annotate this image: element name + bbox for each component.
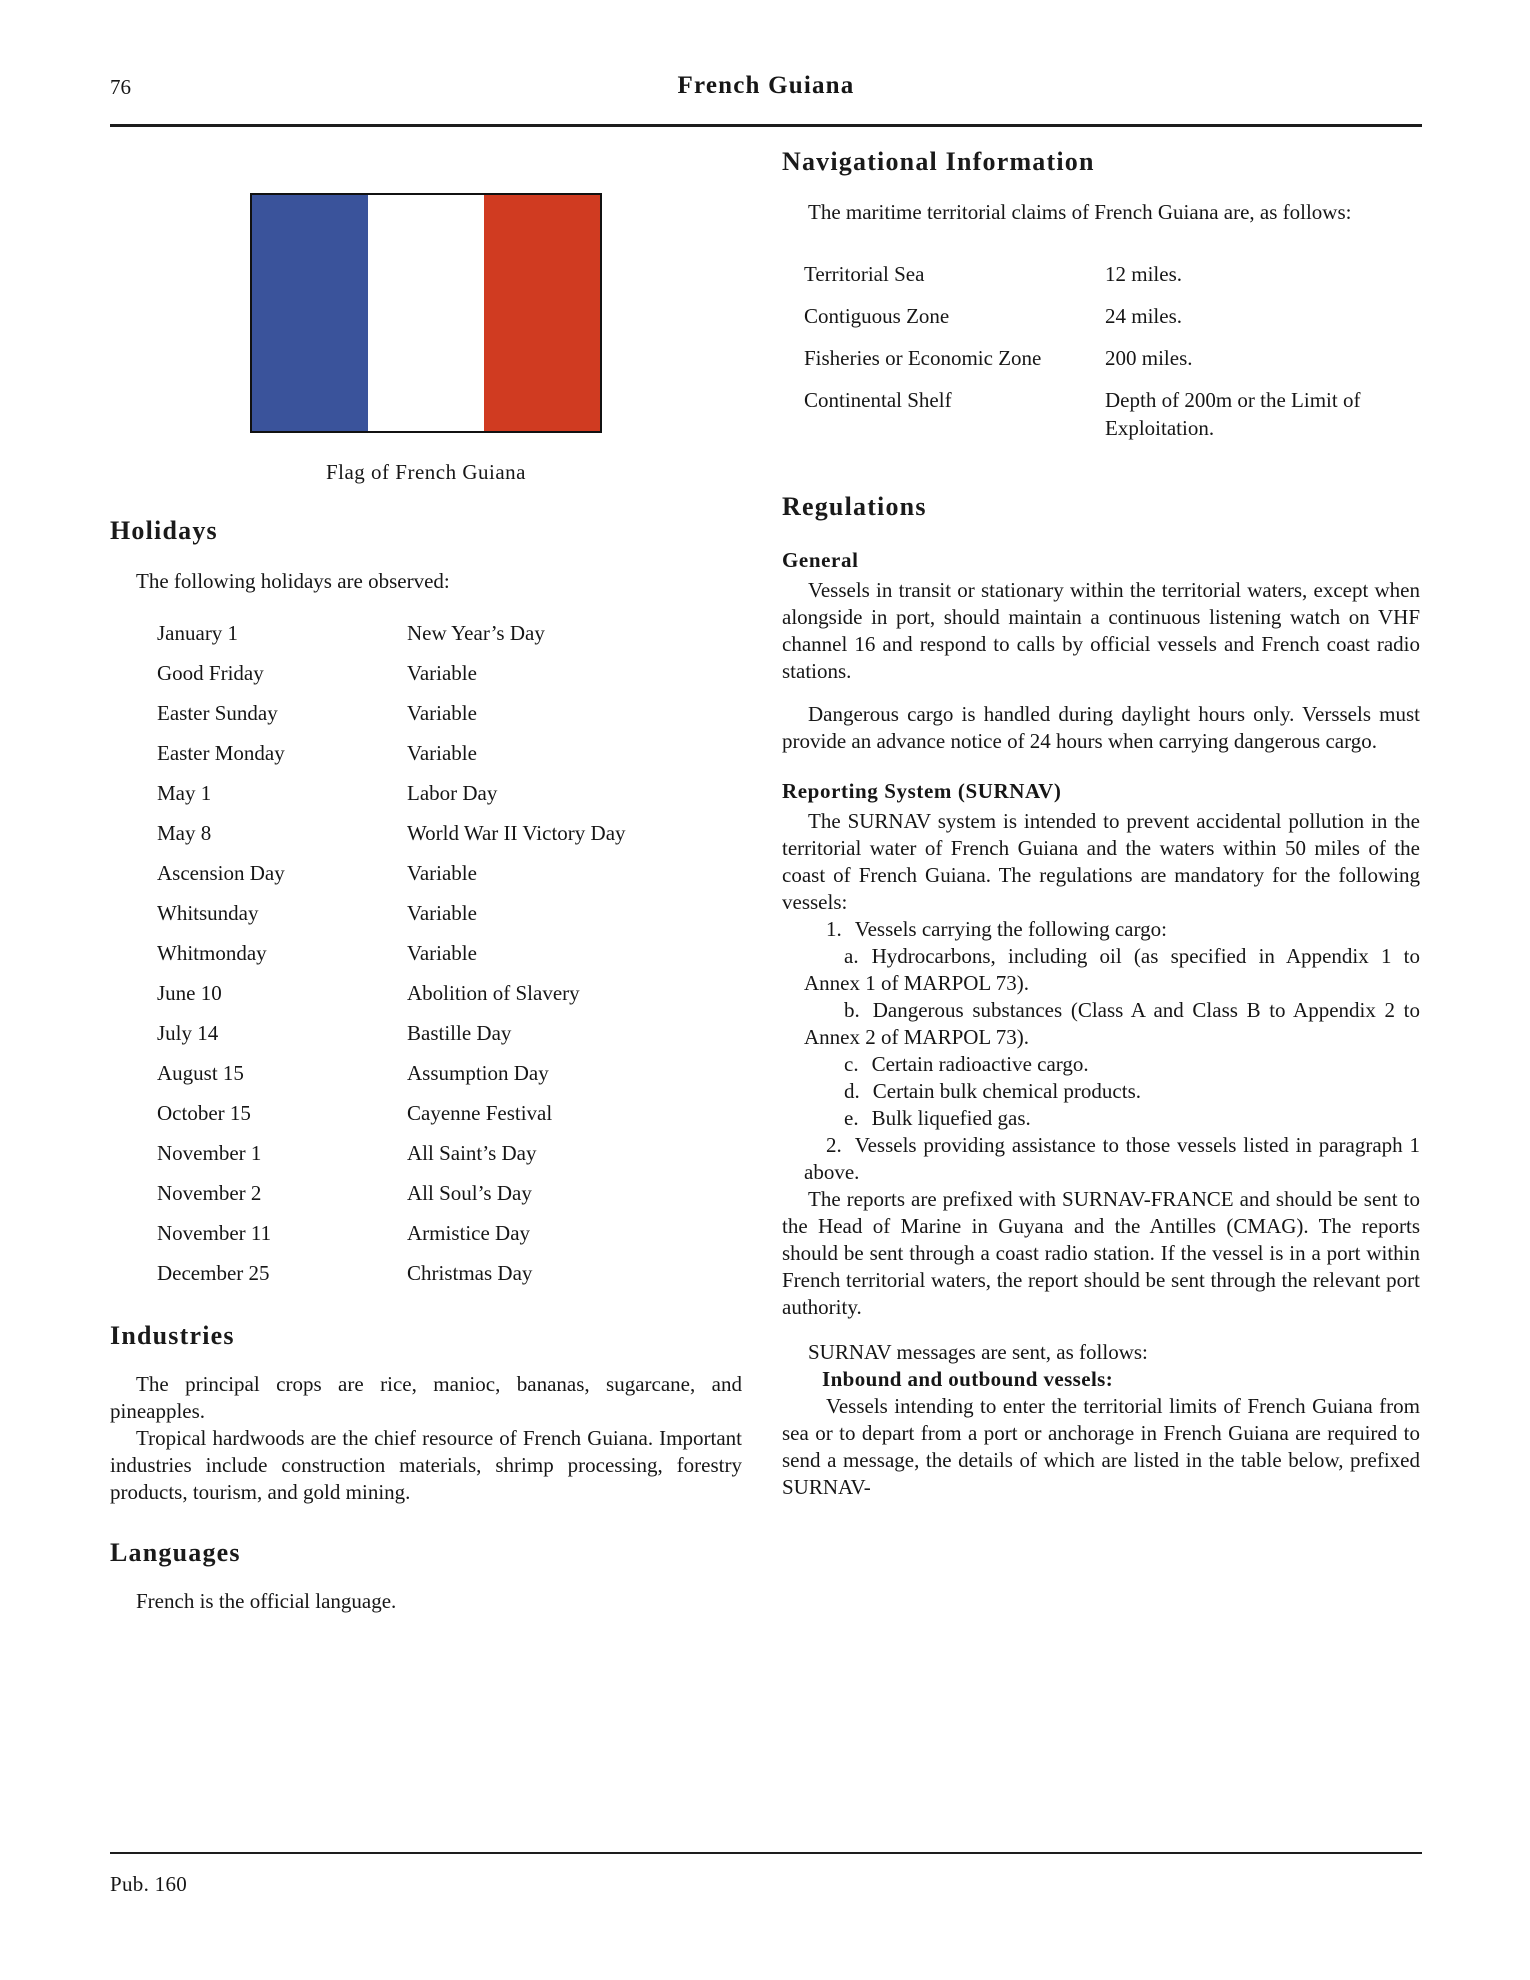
claim-row — [782, 260, 1420, 288]
list-item-text: Bulk liquefied gas. — [871, 1106, 1031, 1130]
claim-row — [782, 344, 1420, 372]
navigational-information-heading: Navigational Information — [782, 147, 1095, 176]
holiday-list — [110, 613, 742, 1293]
holiday-date: May 8 — [157, 821, 212, 845]
holidays-intro: The following holidays are observed: — [136, 569, 450, 593]
claim-row — [782, 386, 1420, 442]
holiday-row — [110, 1253, 742, 1293]
holiday-name: Abolition of Slavery — [407, 981, 580, 1005]
holiday-date: Good Friday — [157, 661, 264, 685]
holiday-date: Ascension Day — [157, 861, 285, 885]
list-marker: c. — [844, 1052, 859, 1076]
list-item-text: Vessels carrying the following cargo: — [854, 917, 1167, 941]
holiday-name: All Saint’s Day — [407, 1141, 537, 1165]
industries-paragraph-1: The principal crops are rice, manioc, bananas, sugarcane, and pineapples. — [110, 1372, 742, 1423]
surnav-list-item-1 — [782, 916, 1420, 943]
surnav-list-item-1a — [782, 943, 1420, 997]
holiday-date: November 1 — [157, 1141, 262, 1165]
claim-label: Contiguous Zone — [804, 304, 950, 328]
general-paragraph-2: Dangerous cargo is handled during daylight hours only. Verssels must provide an advance notice of 24 hours when carrying dangerous cargo. — [782, 702, 1420, 753]
holiday-row — [110, 1093, 742, 1133]
french-flag-image — [250, 193, 602, 433]
page-title: French Guiana — [677, 72, 855, 99]
list-item-text: Certain radioactive cargo. — [871, 1052, 1089, 1076]
holiday-name: Variable — [407, 741, 477, 765]
holiday-date: July 14 — [157, 1021, 219, 1045]
languages-paragraph: French is the official language. — [136, 1589, 397, 1613]
holiday-row — [110, 613, 742, 653]
holiday-name: Bastille Day — [407, 1021, 512, 1045]
holidays-heading: Holidays — [110, 516, 218, 545]
list-marker: b. — [844, 998, 860, 1022]
maritime-claims-table — [782, 260, 1420, 442]
flag-figure — [110, 193, 742, 486]
surnav-list-item-1b — [782, 997, 1420, 1051]
holiday-row — [110, 1053, 742, 1093]
claim-label: Fisheries or Economic Zone — [804, 346, 1042, 370]
claim-label: Continental Shelf — [804, 388, 952, 412]
flag-band-blue — [252, 195, 368, 431]
holiday-name: Christmas Day — [407, 1261, 533, 1285]
general-paragraph-1: Vessels in transit or stationary within the territorial waters, except when alongside in port, should maintain a continuous listening watch on VHF channel 16 and respond to calls by official vessels and French coast radio stations. — [782, 578, 1420, 683]
holiday-row — [110, 853, 742, 893]
industries-paragraph-2: Tropical hardwoods are the chief resource of French Guiana. Important industries include construction materials, shrimp processing, forestry products, tourism, and gold mining. — [110, 1426, 742, 1504]
holiday-row — [110, 973, 742, 1013]
holiday-name: World War II Victory Day — [407, 821, 626, 845]
list-marker: e. — [844, 1106, 859, 1130]
holiday-row — [110, 933, 742, 973]
page-header — [110, 72, 1422, 100]
list-item-text: Hydrocarbons, including oil (as specified in Appendix 1 to Annex 1 of MARPOL 73). — [804, 944, 1420, 995]
surnav-subheading: Reporting System (SURNAV) — [782, 779, 1062, 803]
list-marker: 1. — [826, 917, 842, 941]
flag-caption: Flag of French Guiana — [325, 460, 527, 484]
list-item-text: Vessels providing assistance to those vessels listed in paragraph 1 above. — [804, 1133, 1420, 1184]
surnav-list-item-1d — [782, 1078, 1420, 1105]
claim-label: Territorial Sea — [804, 262, 925, 286]
flag-band-white — [368, 195, 484, 431]
holiday-row — [110, 1013, 742, 1053]
surnav-messages-intro: SURNAV messages are sent, as follows: — [808, 1340, 1148, 1364]
flag-band-red — [484, 195, 600, 431]
holiday-row — [110, 773, 742, 813]
inbound-outbound-paragraph: Vessels intending to enter the territorial limits of French Guiana from sea or to depart from a port or anchorage in French Guiana are required to send a message, the details of which are listed in the table below, prefixed SURNAV- — [782, 1394, 1420, 1499]
surnav-list-item-2 — [782, 1132, 1420, 1186]
claim-row — [782, 302, 1420, 330]
holiday-date: December 25 — [157, 1261, 270, 1285]
holiday-date: October 15 — [157, 1101, 251, 1125]
holiday-row — [110, 893, 742, 933]
holiday-date: November 2 — [157, 1181, 262, 1205]
claim-value: 200 miles. — [1105, 346, 1193, 370]
publication-number: Pub. 160 — [110, 1872, 188, 1896]
holiday-date: Whitsunday — [157, 901, 259, 925]
footer-rule — [110, 1852, 1422, 1854]
list-marker: a. — [844, 944, 859, 968]
holiday-row — [110, 1133, 742, 1173]
holiday-date: Easter Sunday — [157, 701, 278, 725]
industries-heading: Industries — [110, 1321, 235, 1350]
holiday-date: August 15 — [157, 1061, 244, 1085]
holiday-name: Variable — [407, 701, 477, 725]
holiday-date: June 10 — [157, 981, 222, 1005]
holiday-date: Whitmonday — [157, 941, 267, 965]
list-item-text: Dangerous substances (Class A and Class B to Appendix 2 to Annex 2 of MARPOL 73). — [804, 998, 1420, 1049]
holiday-name: All Soul’s Day — [407, 1181, 532, 1205]
regulations-heading: Regulations — [782, 492, 927, 521]
holiday-name: Variable — [407, 661, 477, 685]
holiday-row — [110, 733, 742, 773]
left-column — [110, 127, 742, 1615]
holiday-date: November 11 — [157, 1221, 272, 1245]
holiday-name: Assumption Day — [407, 1061, 549, 1085]
holiday-name: Variable — [407, 861, 477, 885]
claim-value: Depth of 200m or the Limit of Exploitation. — [1105, 388, 1361, 440]
inbound-outbound-subheading: Inbound and outbound vessels: — [822, 1367, 1114, 1391]
holiday-date: Easter Monday — [157, 741, 285, 765]
surnav-intro: The SURNAV system is intended to prevent accidental pollution in the territorial water of French Guiana and the waters within 50 miles of the coast of French Guiana. The regulations are mandatory for the following vessels: — [782, 809, 1420, 914]
holiday-name: Variable — [407, 901, 477, 925]
claim-value: 24 miles. — [1105, 304, 1182, 328]
list-marker: d. — [844, 1079, 860, 1103]
holiday-name: Variable — [407, 941, 477, 965]
holiday-name: Cayenne Festival — [407, 1101, 553, 1125]
reports-paragraph: The reports are prefixed with SURNAV-FRANCE and should be sent to the Head of Marine in Guyana and the Antilles (CMAG). The reports should be sent through a coast radio station. If the vessel is in a port within French territorial waters, the report should be sent through the relevant port authority. — [782, 1187, 1420, 1319]
holiday-date: January 1 — [157, 621, 239, 645]
holiday-row — [110, 1173, 742, 1213]
right-column — [782, 127, 1420, 1501]
holiday-name: Armistice Day — [407, 1221, 531, 1245]
surnav-list-item-1c — [782, 1051, 1420, 1078]
holiday-date: May 1 — [157, 781, 212, 805]
holiday-name: New Year’s Day — [407, 621, 545, 645]
languages-heading: Languages — [110, 1538, 241, 1567]
page-number: 76 — [110, 75, 131, 99]
holiday-name: Labor Day — [407, 781, 498, 805]
maritime-claims-intro: The maritime territorial claims of French Guiana are, as follows: — [808, 200, 1352, 224]
holiday-row — [110, 653, 742, 693]
claim-value: 12 miles. — [1105, 262, 1182, 286]
list-item-text: Certain bulk chemical products. — [872, 1079, 1142, 1103]
holiday-row — [110, 1213, 742, 1253]
list-marker: 2. — [826, 1133, 842, 1157]
holiday-row — [110, 813, 742, 853]
surnav-list-item-1e — [782, 1105, 1420, 1132]
holiday-row — [110, 693, 742, 733]
general-subheading: General — [782, 548, 859, 572]
